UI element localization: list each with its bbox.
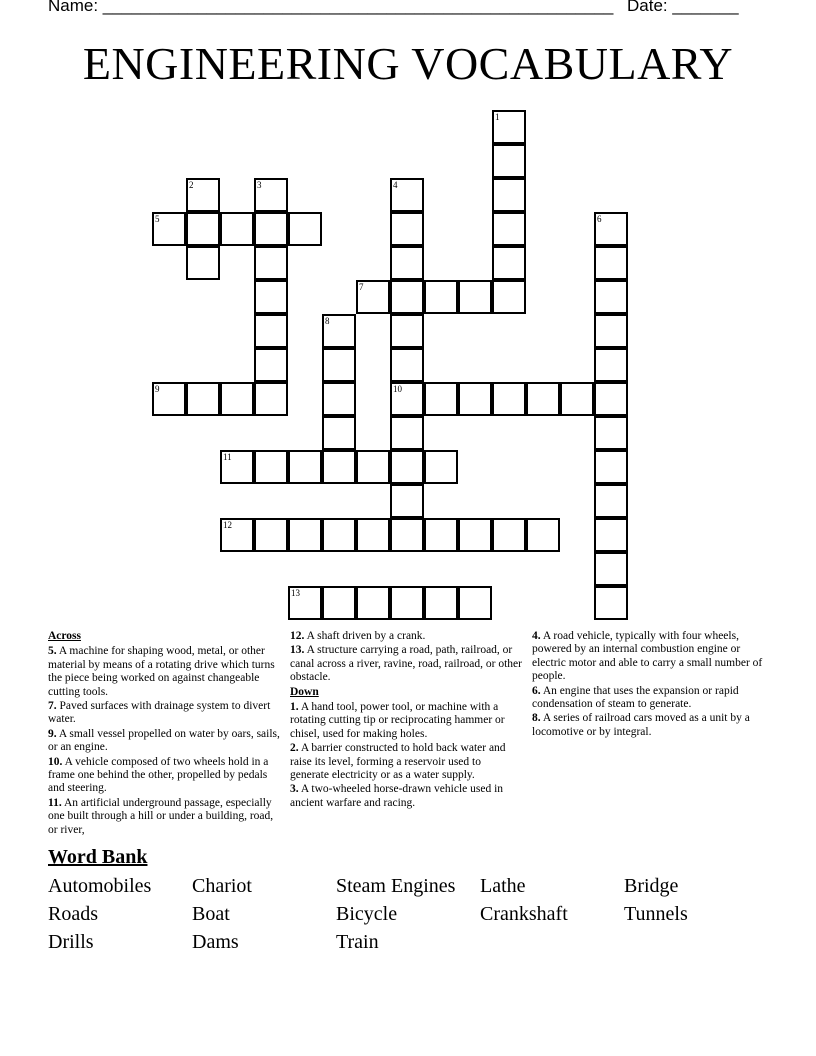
word-bank-word: Train xyxy=(336,931,379,953)
crossword-cell[interactable] xyxy=(254,382,288,416)
crossword-cell[interactable] xyxy=(220,450,254,484)
crossword-cell[interactable] xyxy=(390,280,424,314)
word-bank-word: Lathe xyxy=(480,875,526,897)
crossword-cell[interactable] xyxy=(526,382,560,416)
crossword-cell[interactable] xyxy=(594,348,628,382)
crossword-cell[interactable] xyxy=(152,212,186,246)
crossword-cell[interactable] xyxy=(492,246,526,280)
crossword-cell[interactable] xyxy=(390,586,424,620)
clue-down-4: 4. A road vehicle, typically with four wheels, powered by an internal combustion engine or electric motor and able to carry a small number of people. xyxy=(532,630,763,683)
crossword-cell[interactable] xyxy=(356,450,390,484)
crossword-cell[interactable] xyxy=(424,382,458,416)
clue-number: 6 xyxy=(597,214,602,224)
crossword-cell[interactable] xyxy=(322,518,356,552)
crossword-cell[interactable] xyxy=(458,518,492,552)
crossword-cell[interactable] xyxy=(594,212,628,246)
crossword-cell[interactable] xyxy=(390,178,424,212)
crossword-cell[interactable] xyxy=(356,586,390,620)
clues-column-3 xyxy=(532,630,764,740)
clue-number: 12 xyxy=(223,520,232,530)
crossword-cell[interactable] xyxy=(594,416,628,450)
crossword-cell[interactable] xyxy=(458,382,492,416)
clue-down-3: 3. A two-wheeled horse-drawn vehicle used in ancient warfare and racing. xyxy=(290,783,504,809)
crossword-cell[interactable] xyxy=(458,280,492,314)
clue-down-2: 2. A barrier constructed to hold back water and raise its level, forming a reservoir used to generate electricity or as a water supply. xyxy=(290,742,506,782)
crossword-cell[interactable] xyxy=(390,348,424,382)
clue-across-7: 7. Paved surfaces with drainage system to divert water. xyxy=(48,700,271,726)
crossword-cell[interactable] xyxy=(254,348,288,382)
page-title: ENGINEERING VOCABULARY xyxy=(82,38,734,89)
crossword-cell[interactable] xyxy=(186,382,220,416)
clue-across-11: 11. An artificial underground passage, especially one built through a hill or under a building, road, or river, xyxy=(48,796,274,836)
crossword-cell[interactable] xyxy=(254,212,288,246)
word-bank-word: Bridge xyxy=(624,875,679,897)
crossword-cell[interactable] xyxy=(220,212,254,246)
word-bank-word: Steam Engines xyxy=(336,875,456,897)
crossword-cell[interactable] xyxy=(220,382,254,416)
word-bank-word: Tunnels xyxy=(624,903,688,925)
word-bank-word: Bicycle xyxy=(336,903,398,925)
crossword-cell[interactable] xyxy=(594,484,628,518)
crossword-cell[interactable] xyxy=(254,518,288,552)
crossword-cell[interactable] xyxy=(288,586,322,620)
crossword-cell[interactable] xyxy=(424,280,458,314)
word-bank-word: Drills xyxy=(48,931,94,953)
clue-number: 3 xyxy=(257,180,262,190)
crossword-cell[interactable] xyxy=(322,416,356,450)
crossword-cell[interactable] xyxy=(390,416,424,450)
clue-across-9: 9. A small vessel propelled on water by oars, sails, or an engine. xyxy=(48,727,280,754)
name-field: Name: ______________________________________________________ xyxy=(48,0,614,15)
crossword-cell[interactable] xyxy=(322,314,356,348)
crossword-cell[interactable] xyxy=(594,518,628,552)
clue-across-5: 5. A machine for shaping wood, metal, or other material by means of a rotating drive which turns the piece being worked on against changeable cutting tools. xyxy=(48,645,275,698)
crossword-cell[interactable] xyxy=(186,246,220,280)
word-bank-word: Crankshaft xyxy=(480,903,568,925)
word-bank-word: Automobiles xyxy=(48,875,152,897)
crossword-cell[interactable] xyxy=(254,450,288,484)
crossword-cell[interactable] xyxy=(526,518,560,552)
clue-number: 4 xyxy=(393,180,398,190)
clue-number: 10 xyxy=(393,384,402,394)
across-heading: Across xyxy=(48,630,82,642)
clue-down-8: 8. A series of railroad cars moved as a unit by a locomotive or by integral. xyxy=(532,712,750,738)
crossword-cell[interactable] xyxy=(254,178,288,212)
crossword-cell[interactable] xyxy=(322,348,356,382)
crossword-cell[interactable] xyxy=(594,246,628,280)
word-bank-word: Chariot xyxy=(192,875,252,897)
clues-column-1 xyxy=(48,630,280,838)
crossword-cell[interactable] xyxy=(288,212,322,246)
clue-across-12: 12. A shaft driven by a crank. xyxy=(290,630,426,642)
clue-number: 7 xyxy=(359,282,364,292)
crossword-cell[interactable] xyxy=(288,518,322,552)
crossword-cell[interactable] xyxy=(492,518,526,552)
clue-number: 9 xyxy=(155,384,160,394)
crossword-cell[interactable] xyxy=(390,484,424,518)
word-bank-word: Roads xyxy=(48,903,98,925)
crossword-cell[interactable] xyxy=(254,246,288,280)
crossword-cell[interactable] xyxy=(390,382,424,416)
crossword-cell[interactable] xyxy=(220,518,254,552)
word-bank-title: Word Bank xyxy=(48,846,148,868)
clue-number: 2 xyxy=(189,180,194,190)
crossword-cell[interactable] xyxy=(424,518,458,552)
clue-down-1: 1. A hand tool, power tool, or machine with a rotating cutting tip or reciprocating hammer or chisel, used for making holes. xyxy=(290,701,505,740)
crossword-cell[interactable] xyxy=(390,246,424,280)
clue-down-6: 6. An engine that uses the expansion or rapid condensation of steam to generate. xyxy=(532,684,739,711)
word-bank-word: Boat xyxy=(192,903,230,925)
crossword-cell[interactable] xyxy=(594,280,628,314)
crossword-cell[interactable] xyxy=(492,212,526,246)
crossword-cell[interactable] xyxy=(356,518,390,552)
word-bank-word: Dams xyxy=(192,931,239,953)
crossword-cell[interactable] xyxy=(424,450,458,484)
clues-column-2 xyxy=(290,630,522,811)
crossword-cell[interactable] xyxy=(458,586,492,620)
crossword-cell[interactable] xyxy=(152,382,186,416)
crossword-cell[interactable] xyxy=(254,280,288,314)
crossword-cell[interactable] xyxy=(356,280,390,314)
clue-number: 13 xyxy=(291,588,300,598)
crossword-cell[interactable] xyxy=(492,178,526,212)
crossword-cell[interactable] xyxy=(390,450,424,484)
crossword-cell[interactable] xyxy=(322,586,356,620)
crossword-cell[interactable] xyxy=(288,450,322,484)
clue-number: 11 xyxy=(223,452,232,462)
crossword-cell[interactable] xyxy=(390,212,424,246)
crossword-cell[interactable] xyxy=(594,314,628,348)
crossword-cell[interactable] xyxy=(186,178,220,212)
crossword-cell[interactable] xyxy=(322,382,356,416)
crossword-cell[interactable] xyxy=(322,450,356,484)
crossword-cell[interactable] xyxy=(492,280,526,314)
crossword-cell[interactable] xyxy=(594,382,628,416)
crossword-cell[interactable] xyxy=(594,552,628,586)
down-heading: Down xyxy=(290,685,319,698)
clue-number: 5 xyxy=(155,214,160,224)
clue-across-10: 10. A vehicle composed of two wheels hold in a frame one behind the other, propelled by pedals and steering. xyxy=(48,755,269,795)
crossword-cell[interactable] xyxy=(560,382,594,416)
crossword-cell[interactable] xyxy=(424,586,458,620)
crossword-cell[interactable] xyxy=(492,110,526,144)
clue-across-13: 13. A structure carrying a road, path, railroad, or canal across a river, ravine, road, railroad, or other obstacle. xyxy=(290,644,522,684)
crossword-cell[interactable] xyxy=(594,450,628,484)
date-field: Date: _______ xyxy=(627,0,739,15)
crossword-cell[interactable] xyxy=(594,586,628,620)
clue-number: 1 xyxy=(495,112,500,122)
crossword-cell[interactable] xyxy=(492,144,526,178)
crossword-cell[interactable] xyxy=(390,518,424,552)
crossword-cell[interactable] xyxy=(186,212,220,246)
crossword-cell[interactable] xyxy=(254,314,288,348)
clue-number: 8 xyxy=(325,316,330,326)
crossword-cell[interactable] xyxy=(390,314,424,348)
crossword-cell[interactable] xyxy=(492,382,526,416)
